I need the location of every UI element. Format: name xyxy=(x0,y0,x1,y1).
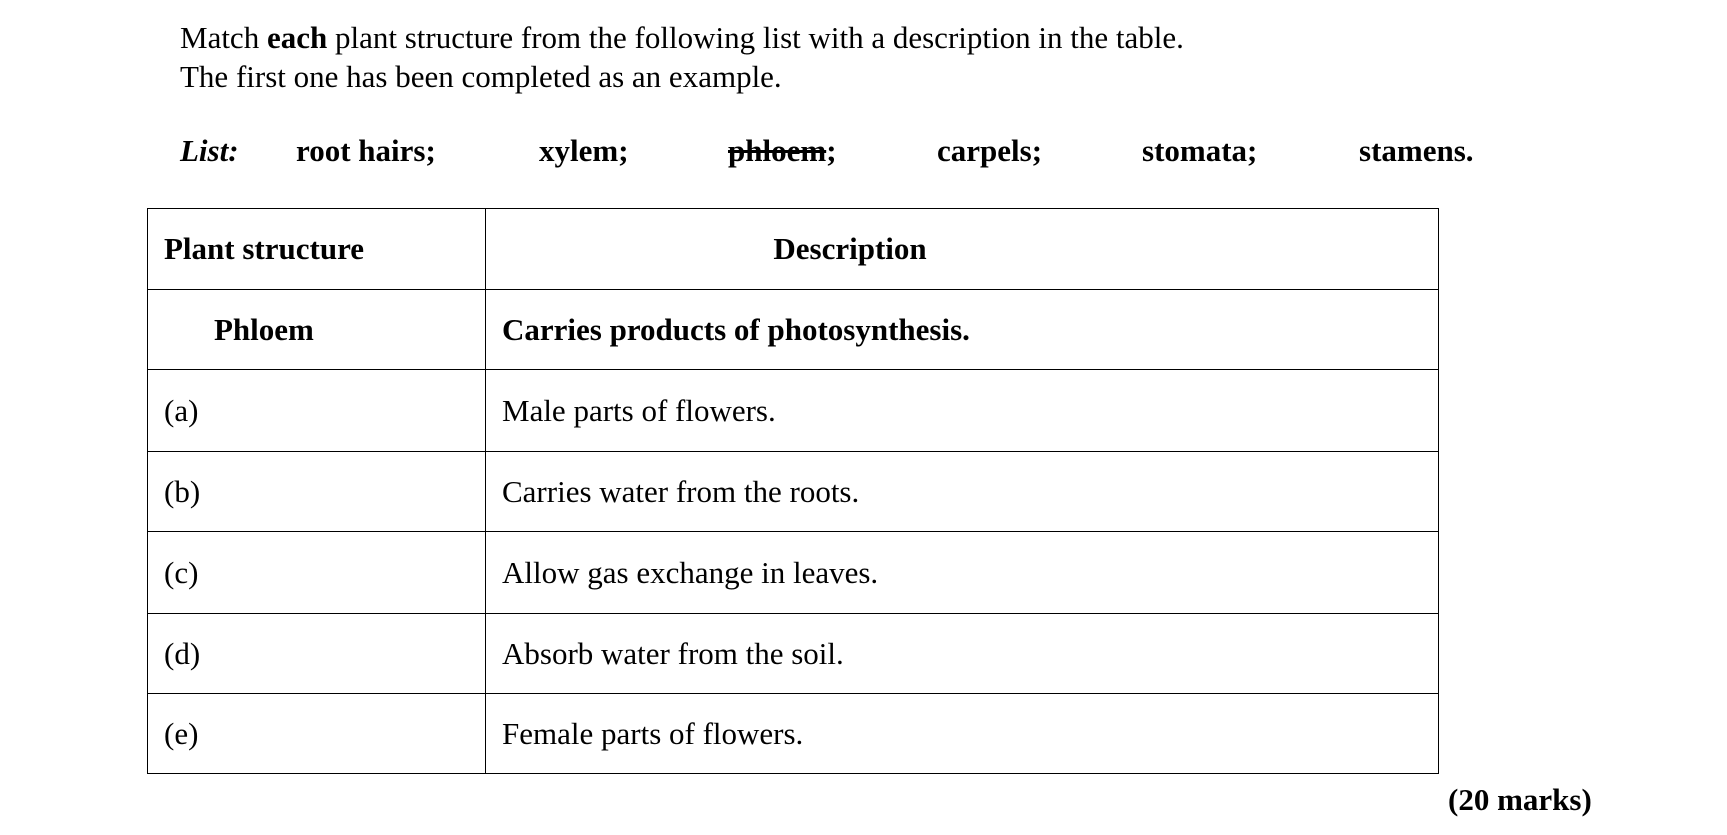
table-row xyxy=(148,614,1439,694)
table-row xyxy=(148,532,1439,614)
example-row xyxy=(148,290,1439,370)
list-label: List: xyxy=(180,133,239,168)
example-description: Carries products of photosynthesis. xyxy=(486,290,1439,370)
list-item-carpels: carpels; xyxy=(937,133,1043,168)
description-cell: Absorb water from the soil. xyxy=(486,614,1439,694)
header-plant-structure: Plant structure xyxy=(148,209,486,290)
table-row xyxy=(148,370,1439,452)
list-item-phloem-suffix: ; xyxy=(826,133,837,168)
list-item-xylem: xylem; xyxy=(539,133,629,168)
description-cell: Female parts of flowers. xyxy=(486,694,1439,774)
description-cell: Allow gas exchange in leaves. xyxy=(486,532,1439,614)
header-description: Description xyxy=(486,209,1439,290)
instruction-text: Match xyxy=(180,20,267,55)
list-item-phloem xyxy=(728,133,837,169)
list-item-stamens: stamens. xyxy=(1359,133,1474,168)
description-cell: Male parts of flowers. xyxy=(486,370,1439,452)
answer-cell-a[interactable]: (a) xyxy=(148,370,486,452)
answer-cell-c[interactable]: (c) xyxy=(148,532,486,614)
instruction-emphasis: each xyxy=(266,20,328,55)
instruction-text: plant structure from the following list with a description in the table. xyxy=(327,20,1184,55)
description-cell: Carries water from the roots. xyxy=(486,452,1439,532)
table-header-row xyxy=(148,209,1439,290)
instruction-line-1 xyxy=(180,18,1184,57)
list-item-phloem-struck: phloem xyxy=(728,133,827,168)
matching-table xyxy=(147,208,1439,774)
list-item-root-hairs: root hairs; xyxy=(296,133,436,168)
list-item-stomata: stomata; xyxy=(1142,133,1258,168)
answer-cell-e[interactable]: (e) xyxy=(148,694,486,774)
example-structure: Phloem xyxy=(148,290,486,370)
structure-list xyxy=(180,133,1480,173)
answer-cell-d[interactable]: (d) xyxy=(148,614,486,694)
table-row xyxy=(148,452,1439,532)
instruction-line-2: The first one has been completed as an example. xyxy=(180,59,782,94)
marks-total: (20 marks) xyxy=(1448,782,1592,817)
table-row xyxy=(148,694,1439,774)
answer-cell-b[interactable]: (b) xyxy=(148,452,486,532)
instructions xyxy=(180,18,1184,96)
